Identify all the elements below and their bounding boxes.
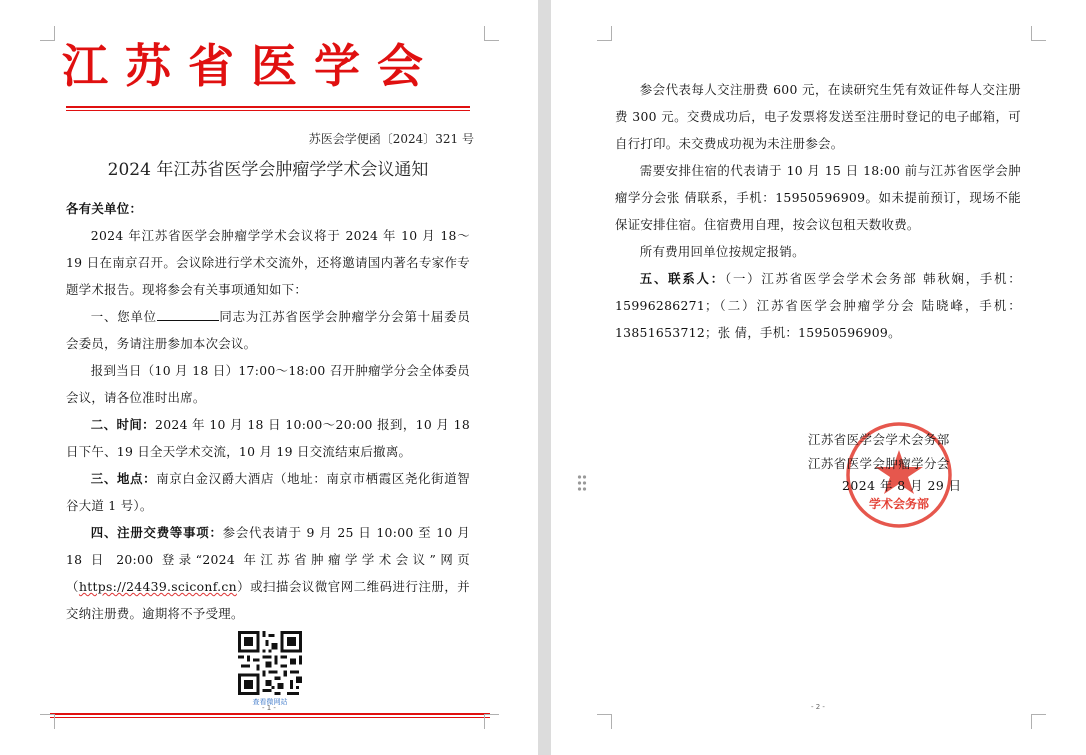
signature-line: 江苏省医学会肿瘤学分会: [808, 456, 950, 471]
document-body-page-2: [615, 76, 1021, 346]
paragraph: 报到当日（10 月 18 日）17:00～18:00 召开肿瘤学分会全体委员会议，请各位准时出席。: [66, 363, 470, 405]
qr-caption: 查看微网站: [252, 698, 288, 706]
crop-mark: [40, 714, 55, 729]
paragraph-text: 2024 年 10 月 18 日 10:00～20:00 报到，10 月 18 日下午、19 日全天学术交流，10 月 19 日交流结束后撤离。: [66, 417, 471, 459]
section-label: 五、联系人：: [639, 271, 725, 286]
paragraph-text: 南京白金汉爵大酒店（地址：南京市栖霞区尧化街道智谷大道 1 号）。: [66, 471, 471, 513]
section-label: 二、时间：: [90, 417, 156, 432]
paragraph: [615, 265, 1021, 346]
crop-mark: [40, 26, 55, 41]
section-label: 四、注册交费等事项：: [90, 525, 223, 540]
seal-text: 学术会务部: [868, 497, 930, 511]
document-body-page-1: [66, 195, 470, 627]
salutation: 各有关单位：: [66, 201, 143, 216]
paragraph: [66, 519, 470, 627]
signature-date: 2024 年 8 月 29 日: [842, 478, 962, 493]
crop-mark: [597, 714, 612, 729]
paragraph-text: 一、您单位: [90, 309, 157, 324]
qr-code-icon[interactable]: [238, 631, 302, 695]
blank-line: [157, 308, 219, 321]
footer-rule-thin: [50, 717, 490, 718]
document-number: 苏医会学便函〔2024〕321 号: [308, 132, 474, 146]
paragraph: [66, 465, 470, 519]
paragraph: [66, 411, 470, 465]
document-page-1: [0, 0, 538, 755]
crop-mark: [484, 26, 499, 41]
footer-rule: [50, 713, 490, 715]
crop-mark: [1031, 714, 1046, 729]
signature-line: 江苏省医学会学术会务部: [808, 432, 950, 447]
document-title: 2024 年江苏省医学会肿瘤学学术会议通知: [107, 160, 429, 180]
section-label: 三、地点：: [90, 471, 157, 486]
page-number: - 1 -: [262, 704, 276, 712]
crop-mark: [484, 714, 499, 729]
drag-handle-icon[interactable]: [577, 474, 587, 492]
paragraph: 所有费用回单位按规定报销。: [639, 244, 805, 259]
paragraph: [66, 303, 470, 357]
paragraph-text: （一）江苏省医学会学术会务部 韩秋娴，手机：15996286271；（二）江苏省医学会肿瘤学分会 陆晓峰，手机：13851653712；张 倩，手机：15950596909。: [615, 271, 1021, 340]
page-number: - 2 -: [811, 703, 825, 711]
letterhead-rule: [66, 106, 470, 108]
paragraph: 需要安排住宿的代表请于 10 月 15 日 18:00 前与江苏省医学会肿瘤学分会张 倩联系，手机：15950596909。如未提前预订，现场不能保证安排住宿。住宿费用自理，按会议包租天数收费。: [615, 163, 1021, 232]
paragraph: 2024 年江苏省医学会肿瘤学学术会议将于 2024 年 10 月 18～19 日在南京召开。会议除进行学术交流外，还将邀请国内著名专家作专题学术报告。现将参会有关事项通知如下：: [66, 228, 470, 297]
crop-mark: [597, 26, 612, 41]
paragraph: 参会代表每人交注册费 600 元，在读研究生凭有效证件每人交注册费 300 元。交费成功后，电子发票将发送至注册时登记的电子邮箱，可自行打印。未交费成功视为未注册参会。: [615, 82, 1021, 151]
paragraph-text: 同志为江苏省医学会肿瘤学分会第十届委员会委员，务请注册参加本次会议。: [66, 309, 471, 351]
org-letterhead: 江苏省医学会: [62, 39, 440, 93]
paragraph-text: ）或扫描会议微官网二维码进行注册，并交纳注册费。逾期将不予受理。: [66, 579, 470, 621]
registration-link[interactable]: https://24439.sciconf.cn: [78, 579, 237, 594]
paragraph-text: 参会代表请于 9 月 25 日 10:00 至 10 月 18 日 20:00 登录“2024 年江苏省肿瘤学学术会议”网页（: [66, 525, 470, 594]
letterhead-rule-thin: [66, 110, 470, 111]
crop-mark: [1031, 26, 1046, 41]
